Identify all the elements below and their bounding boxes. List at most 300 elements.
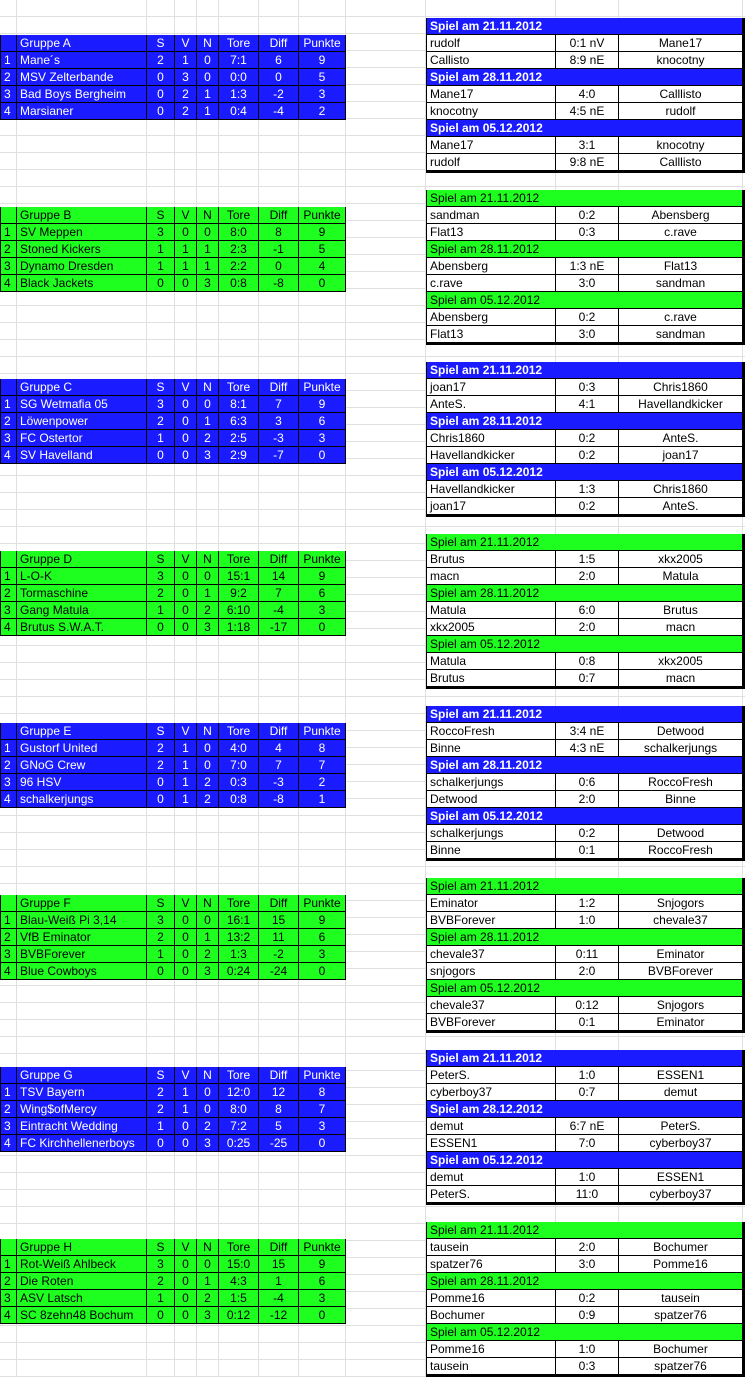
- matchblock-border: [426, 515, 745, 517]
- away-player: rudolf: [619, 103, 743, 120]
- away-player: spatzer76: [619, 1358, 743, 1375]
- group-title: Gruppe E: [17, 723, 147, 740]
- column-header: Diff: [259, 723, 299, 740]
- team-name: Blau-Weiß Pi 3,14: [17, 912, 147, 929]
- stat-cell: 1: [175, 774, 197, 791]
- home-player: joan17: [426, 498, 556, 515]
- home-player: demut: [426, 1118, 556, 1135]
- away-player: BVBForever: [619, 963, 743, 980]
- stat-cell: 9: [299, 224, 346, 241]
- away-player: knocotny: [619, 52, 743, 69]
- column-header: Tore: [219, 1067, 259, 1084]
- stat-cell: 0: [175, 413, 197, 430]
- stat-cell: 0: [197, 52, 219, 69]
- home-player: Havellandkicker: [426, 481, 556, 498]
- matchday-title: Spiel am 05.12.2012: [426, 292, 743, 309]
- standings-header-blank: [0, 895, 17, 912]
- standings-header-blank: [0, 379, 17, 396]
- column-header: Punkte: [299, 379, 346, 396]
- group-title: Gruppe F: [17, 895, 147, 912]
- matchday-title: Spiel am 05.12.2012: [426, 464, 743, 481]
- match-score: 0:7: [556, 1084, 619, 1101]
- match-score: 3:1: [556, 137, 619, 154]
- stat-cell: 3: [197, 963, 219, 980]
- column-header: Diff: [259, 379, 299, 396]
- home-player: ESSEN1: [426, 1135, 556, 1152]
- stat-cell: 6:10: [219, 602, 259, 619]
- column-header: N: [197, 551, 219, 568]
- away-player: PeterS.: [619, 1118, 743, 1135]
- match-score: 0:2: [556, 447, 619, 464]
- stat-cell: 6: [299, 413, 346, 430]
- stat-cell: 0: [259, 69, 299, 86]
- stat-cell: 0:3: [219, 774, 259, 791]
- stat-cell: -2: [259, 86, 299, 103]
- match-score: 6:7 nE: [556, 1118, 619, 1135]
- away-player: xkx2005: [619, 653, 743, 670]
- stat-cell: 0:25: [219, 1135, 259, 1152]
- rank-cell: 2: [0, 413, 17, 430]
- stat-cell: 0: [197, 757, 219, 774]
- stat-cell: 6: [299, 929, 346, 946]
- rank-cell: 3: [0, 1118, 17, 1135]
- column-header: S: [147, 379, 175, 396]
- group-title: Gruppe B: [17, 207, 147, 224]
- match-score: 0:2: [556, 1290, 619, 1307]
- column-header: S: [147, 1239, 175, 1256]
- home-player: spatzer76: [426, 1256, 556, 1273]
- group-title: Gruppe C: [17, 379, 147, 396]
- stat-cell: 0: [299, 619, 346, 636]
- rank-cell: 2: [0, 929, 17, 946]
- away-player: ESSEN1: [619, 1067, 743, 1084]
- stat-cell: 0: [175, 568, 197, 585]
- stat-cell: 5: [259, 1118, 299, 1135]
- column-header: N: [197, 895, 219, 912]
- match-score: 0:6: [556, 774, 619, 791]
- stat-cell: 0: [175, 447, 197, 464]
- column-header: Tore: [219, 551, 259, 568]
- stat-cell: 0: [299, 1135, 346, 1152]
- column-header: Diff: [259, 207, 299, 224]
- stat-cell: 0: [175, 1256, 197, 1273]
- matchblock-border: [426, 1031, 745, 1033]
- stat-cell: 0: [197, 396, 219, 413]
- matchday-title: Spiel am 28.11.2012: [426, 1273, 743, 1290]
- team-name: FC Ostertor: [17, 430, 147, 447]
- match-score: 0:12: [556, 997, 619, 1014]
- away-player: Bochumer: [619, 1341, 743, 1358]
- home-player: sandman: [426, 207, 556, 224]
- team-name: SC 8zehn48 Bochum: [17, 1307, 147, 1324]
- stat-cell: 0: [147, 791, 175, 808]
- stat-cell: 0: [147, 774, 175, 791]
- stat-cell: 1: [197, 103, 219, 120]
- home-player: schalkerjungs: [426, 825, 556, 842]
- stat-cell: 3: [147, 912, 175, 929]
- away-player: schalkerjungs: [619, 740, 743, 757]
- stat-cell: 9:2: [219, 585, 259, 602]
- column-header: Diff: [259, 35, 299, 52]
- home-player: xkx2005: [426, 619, 556, 636]
- team-name: Marsianer: [17, 103, 147, 120]
- grid-row-line: [0, 1036, 745, 1037]
- team-name: Blue Cowboys: [17, 963, 147, 980]
- home-player: c.rave: [426, 275, 556, 292]
- stat-cell: 1: [147, 1290, 175, 1307]
- grid-row-line: [0, 186, 745, 187]
- rank-cell: 4: [0, 447, 17, 464]
- stat-cell: 0: [197, 912, 219, 929]
- matchday-title: Spiel am 21.11.2012: [426, 1222, 743, 1239]
- stat-cell: 0: [175, 275, 197, 292]
- home-player: joan17: [426, 379, 556, 396]
- away-player: Detwood: [619, 723, 743, 740]
- stat-cell: 2: [147, 52, 175, 69]
- away-player: Chris1860: [619, 481, 743, 498]
- away-player: Calllisto: [619, 86, 743, 103]
- team-name: Rot-Weiß Ahlbeck: [17, 1256, 147, 1273]
- stat-cell: 0: [147, 275, 175, 292]
- stat-cell: 2: [147, 1273, 175, 1290]
- team-name: FC Kirchhellenerboys: [17, 1135, 147, 1152]
- stat-cell: 13:2: [219, 929, 259, 946]
- stat-cell: 1:3: [219, 946, 259, 963]
- grid-row-line: [0, 1206, 745, 1207]
- stat-cell: 11: [259, 929, 299, 946]
- stat-cell: 0:0: [219, 69, 259, 86]
- stat-cell: 0: [147, 963, 175, 980]
- column-header: V: [175, 551, 197, 568]
- column-header: V: [175, 35, 197, 52]
- match-score: 0:3: [556, 224, 619, 241]
- stat-cell: 3: [197, 619, 219, 636]
- stat-cell: 0: [175, 396, 197, 413]
- stat-cell: 12: [259, 1084, 299, 1101]
- stat-cell: 9: [299, 568, 346, 585]
- stat-cell: 7:2: [219, 1118, 259, 1135]
- stat-cell: 15: [259, 1256, 299, 1273]
- stat-cell: 0: [197, 568, 219, 585]
- group-title: Gruppe H: [17, 1239, 147, 1256]
- matchday-title: Spiel am 21.11.2012: [426, 706, 743, 723]
- standings-header-blank: [0, 207, 17, 224]
- matchday-title: Spiel am 28.11.2012: [426, 413, 743, 430]
- stat-cell: -12: [259, 1307, 299, 1324]
- home-player: PeterS.: [426, 1067, 556, 1084]
- away-player: Binne: [619, 791, 743, 808]
- stat-cell: -3: [259, 430, 299, 447]
- team-name: Löwenpower: [17, 413, 147, 430]
- away-player: Snjogors: [619, 895, 743, 912]
- stat-cell: 0:24: [219, 963, 259, 980]
- away-player: Pomme16: [619, 1256, 743, 1273]
- match-score: 2:0: [556, 963, 619, 980]
- matchday-title: Spiel am 21.11.2012: [426, 190, 743, 207]
- grid-row-line: [0, 16, 745, 17]
- home-player: Mane17: [426, 86, 556, 103]
- stat-cell: 3: [147, 224, 175, 241]
- match-score: 6:0: [556, 602, 619, 619]
- stat-cell: -1: [259, 241, 299, 258]
- stat-cell: 7:0: [219, 757, 259, 774]
- matchblock-border: [426, 1203, 745, 1205]
- stat-cell: 0: [175, 1135, 197, 1152]
- column-header: S: [147, 723, 175, 740]
- column-header: V: [175, 1239, 197, 1256]
- stat-cell: -17: [259, 619, 299, 636]
- stat-cell: 0: [197, 69, 219, 86]
- stat-cell: 0: [147, 69, 175, 86]
- team-name: Mane´s: [17, 52, 147, 69]
- stat-cell: -4: [259, 1290, 299, 1307]
- team-name: SG Wetmafia 05: [17, 396, 147, 413]
- stat-cell: -3: [259, 774, 299, 791]
- stat-cell: 2: [299, 774, 346, 791]
- stat-cell: 2: [147, 757, 175, 774]
- stat-cell: 3: [197, 275, 219, 292]
- team-name: Die Roten: [17, 1273, 147, 1290]
- column-header: S: [147, 551, 175, 568]
- match-score: 0:2: [556, 498, 619, 515]
- home-player: PeterS.: [426, 1186, 556, 1203]
- column-header: Tore: [219, 379, 259, 396]
- team-name: SV Havelland: [17, 447, 147, 464]
- team-name: Wing$ofMercy: [17, 1101, 147, 1118]
- match-score: 0:11: [556, 946, 619, 963]
- column-header: Tore: [219, 35, 259, 52]
- rank-cell: 1: [0, 740, 17, 757]
- stat-cell: 0:8: [219, 275, 259, 292]
- team-name: SV Meppen: [17, 224, 147, 241]
- matchday-title: Spiel am 05.12.2012: [426, 1152, 743, 1169]
- stat-cell: 2:5: [219, 430, 259, 447]
- column-header: Diff: [259, 1067, 299, 1084]
- group-title: Gruppe G: [17, 1067, 147, 1084]
- stat-cell: 9: [299, 1256, 346, 1273]
- group-title: Gruppe D: [17, 551, 147, 568]
- away-player: RoccoFresh: [619, 842, 743, 859]
- stat-cell: 7:1: [219, 52, 259, 69]
- stat-cell: 5: [299, 241, 346, 258]
- stat-cell: 1: [175, 1101, 197, 1118]
- home-player: snjogors: [426, 963, 556, 980]
- home-player: Flat13: [426, 326, 556, 343]
- standings-header-blank: [0, 35, 17, 52]
- away-player: xkx2005: [619, 551, 743, 568]
- away-player: tausein: [619, 1290, 743, 1307]
- away-player: Havellandkicker: [619, 396, 743, 413]
- matchday-title: Spiel am 28.12.2012: [426, 1101, 743, 1118]
- column-header: N: [197, 35, 219, 52]
- stat-cell: 0: [197, 1256, 219, 1273]
- matchday-title: Spiel am 21.11.2012: [426, 878, 743, 895]
- matchday-title: Spiel am 28.11.2012: [426, 241, 743, 258]
- home-player: Callisto: [426, 52, 556, 69]
- match-score: 1:0: [556, 1067, 619, 1084]
- matchday-title: Spiel am 28.11.2012: [426, 585, 743, 602]
- home-player: chevale37: [426, 946, 556, 963]
- home-player: tausein: [426, 1358, 556, 1375]
- home-player: Pomme16: [426, 1341, 556, 1358]
- stat-cell: 1: [175, 1084, 197, 1101]
- rank-cell: 4: [0, 791, 17, 808]
- team-name: Eintracht Wedding: [17, 1118, 147, 1135]
- stat-cell: 0: [147, 86, 175, 103]
- home-player: AnteS.: [426, 396, 556, 413]
- rank-cell: 4: [0, 103, 17, 120]
- team-name: VfB Eminator: [17, 929, 147, 946]
- stat-cell: 2: [299, 103, 346, 120]
- stat-cell: 3: [147, 568, 175, 585]
- column-header: S: [147, 895, 175, 912]
- home-player: Matula: [426, 653, 556, 670]
- matchday-title: Spiel am 28.11.2012: [426, 929, 743, 946]
- column-header: Diff: [259, 895, 299, 912]
- match-score: 0:3: [556, 1358, 619, 1375]
- stat-cell: 1: [175, 258, 197, 275]
- column-header: N: [197, 207, 219, 224]
- away-player: Detwood: [619, 825, 743, 842]
- stat-cell: 14: [259, 568, 299, 585]
- stat-cell: 2: [147, 413, 175, 430]
- rank-cell: 2: [0, 1101, 17, 1118]
- stat-cell: -4: [259, 103, 299, 120]
- stat-cell: 9: [299, 912, 346, 929]
- stat-cell: 6: [259, 52, 299, 69]
- away-player: Mane17: [619, 35, 743, 52]
- stat-cell: 0: [197, 224, 219, 241]
- standings-header-blank: [0, 1239, 17, 1256]
- home-player: tausein: [426, 1239, 556, 1256]
- column-header: Punkte: [299, 1239, 346, 1256]
- stat-cell: 12:0: [219, 1084, 259, 1101]
- stat-cell: 0:4: [219, 103, 259, 120]
- match-score: 1:2: [556, 895, 619, 912]
- home-player: Abensberg: [426, 258, 556, 275]
- column-header: Tore: [219, 1239, 259, 1256]
- stat-cell: 2: [147, 740, 175, 757]
- home-player: RoccoFresh: [426, 723, 556, 740]
- away-player: macn: [619, 670, 743, 687]
- match-score: 0:8: [556, 653, 619, 670]
- stat-cell: 2: [197, 602, 219, 619]
- away-player: Brutus: [619, 602, 743, 619]
- team-name: Gang Matula: [17, 602, 147, 619]
- stat-cell: 15: [259, 912, 299, 929]
- rank-cell: 3: [0, 86, 17, 103]
- team-name: MSV Zelterbande: [17, 69, 147, 86]
- grid-row-line: [0, 696, 745, 697]
- matchblock-border: [426, 171, 745, 173]
- standings-header-blank: [0, 723, 17, 740]
- column-header: V: [175, 379, 197, 396]
- rank-cell: 1: [0, 52, 17, 69]
- stat-cell: 0: [175, 1307, 197, 1324]
- stat-cell: 1: [197, 86, 219, 103]
- stat-cell: 8:0: [219, 224, 259, 241]
- matchblock-border: [426, 859, 745, 861]
- home-player: Mane17: [426, 137, 556, 154]
- rank-cell: 2: [0, 585, 17, 602]
- stat-cell: 3: [299, 1118, 346, 1135]
- stat-cell: 8: [259, 224, 299, 241]
- matchday-title: Spiel am 21.11.2012: [426, 18, 743, 35]
- away-player: cyberboy37: [619, 1186, 743, 1203]
- home-player: Eminator: [426, 895, 556, 912]
- stat-cell: 1: [147, 946, 175, 963]
- stat-cell: 0: [197, 1101, 219, 1118]
- stat-cell: 0: [299, 1307, 346, 1324]
- stat-cell: 1: [147, 1118, 175, 1135]
- team-name: L-O-K: [17, 568, 147, 585]
- stat-cell: 4:3: [219, 1273, 259, 1290]
- stat-cell: -8: [259, 791, 299, 808]
- team-name: Tormaschine: [17, 585, 147, 602]
- match-score: 1:3: [556, 481, 619, 498]
- stat-cell: 15:1: [219, 568, 259, 585]
- away-player: demut: [619, 1084, 743, 1101]
- stat-cell: 2: [197, 430, 219, 447]
- stat-cell: 4: [259, 740, 299, 757]
- match-score: 8:9 nE: [556, 52, 619, 69]
- stat-cell: 4: [299, 258, 346, 275]
- match-score: 0:1: [556, 1014, 619, 1031]
- rank-cell: 4: [0, 1307, 17, 1324]
- stat-cell: 3: [299, 430, 346, 447]
- home-player: BVBForever: [426, 912, 556, 929]
- home-player: Abensberg: [426, 309, 556, 326]
- home-player: cyberboy37: [426, 1084, 556, 1101]
- home-player: schalkerjungs: [426, 774, 556, 791]
- matchday-title: Spiel am 05.12.2012: [426, 1324, 743, 1341]
- stat-cell: -25: [259, 1135, 299, 1152]
- home-player: macn: [426, 568, 556, 585]
- match-score: 4:5 nE: [556, 103, 619, 120]
- home-player: chevale37: [426, 997, 556, 1014]
- away-player: Snjogors: [619, 997, 743, 1014]
- stat-cell: 2: [175, 103, 197, 120]
- stat-cell: 2: [197, 1290, 219, 1307]
- stat-cell: 9: [299, 52, 346, 69]
- standings-header-blank: [0, 551, 17, 568]
- match-score: 0:9: [556, 1307, 619, 1324]
- stat-cell: 1:3: [219, 86, 259, 103]
- group-title: Gruppe A: [17, 35, 147, 52]
- stat-cell: 3: [197, 1307, 219, 1324]
- rank-cell: 3: [0, 258, 17, 275]
- match-score: 1:0: [556, 1169, 619, 1186]
- home-player: Binne: [426, 740, 556, 757]
- stat-cell: 6:3: [219, 413, 259, 430]
- match-score: 1:0: [556, 1341, 619, 1358]
- match-score: 0:2: [556, 430, 619, 447]
- stat-cell: 0: [175, 1273, 197, 1290]
- stat-cell: 3: [197, 447, 219, 464]
- column-header: Diff: [259, 551, 299, 568]
- stat-cell: 0: [175, 619, 197, 636]
- match-score: 2:0: [556, 568, 619, 585]
- stat-cell: -24: [259, 963, 299, 980]
- matchblock-border: [426, 687, 745, 689]
- stat-cell: 0: [147, 1135, 175, 1152]
- stat-cell: 2:3: [219, 241, 259, 258]
- away-player: macn: [619, 619, 743, 636]
- away-player: Calllisto: [619, 154, 743, 171]
- away-player: ESSEN1: [619, 1169, 743, 1186]
- match-score: 4:1: [556, 396, 619, 413]
- stat-cell: 0: [175, 929, 197, 946]
